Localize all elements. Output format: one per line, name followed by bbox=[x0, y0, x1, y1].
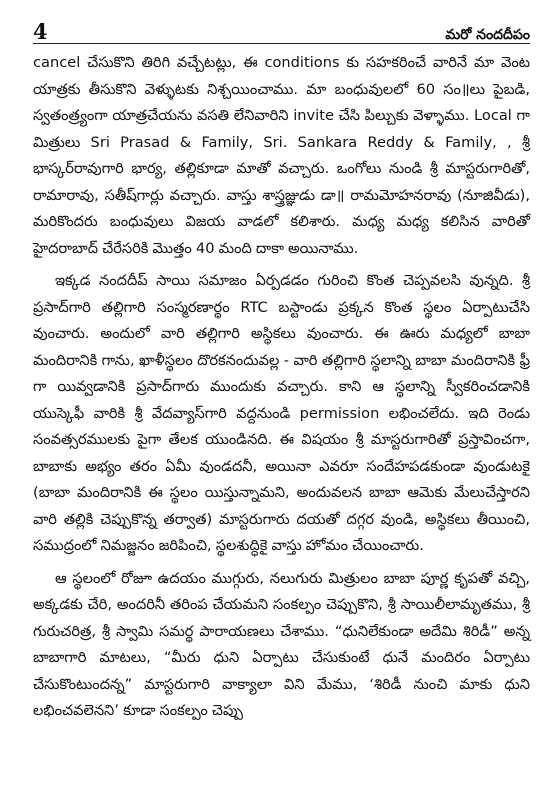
paragraph-1: cancel చేసుకొని తిరిగి వచ్చేటట్లు, ఈ conditions కు సహకరించే వారినే మా వెంట యాత్రకు తీసుకొని వెళ్ళుటకు నిశ్చయించాము. మా బంధువులలో 60 సం॥లు పైబడి, స్వతంత్ర్యంగా యాత్రచేయను వసతి లేనివారిని invite చేసి పిల్చుకు వెళ్ళాము. Local గా మిత్రులు Sri Prasad & Family, Sri. Sankara Reddy & Family, , శ్రీ భాస్కర్‌రావుగారి భార్య, తల్లికూడా మాతో వచ్చారు. ఒంగోలు నుండి శ్రీ మాస్టరుగారితో, రామారావు, సతీష్‌గార్లు వచ్చారు. వాస్తు శాస్త్రజ్ఞుడు డా॥ రామమోహనరావు (నూజివీడు), మరికొందరు బంధువులు విజయ వాడలో కలిశారు. మధ్య మధ్య కలిసిన వారితో హైదరాబాద్ చేరేసరికి మొత్తం 40 మంది దాకా అయినాము. bbox=[33, 54, 530, 257]
page-number: 4 bbox=[33, 19, 48, 44]
page-body bbox=[33, 44, 530, 725]
running-title: మరో నందదీపం bbox=[445, 27, 530, 43]
page-header bbox=[33, 0, 530, 44]
paragraph-3: ఆ స్థలంలో రోజూ ఉదయం ముగ్గురు, నలుగురు మిత్రులం బాబా పూర్ణ కృపతో వచ్చి, అక్కడకు చేరి, అందరినీ తరింప చేయమని సంకల్పం చెప్పుకొని, శ్రీ సాయిలీలామృతము, శ్రీ గురుచరిత్ర, శ్రీ స్వామి సమర్థ పారాయణలు చేశాము. “ధునిలేకుండా అదేమి శిరిడీ” అన్న బాబాగారి మాటలు, “మీరు ధుని ఏర్పాటు చేసుకుంటే ధునే మందిరం ఏర్పాటు చేసుకొంటుందన్న” మాస్టరుగారి వాక్యాలా విని మేము, ‘శిరిడీ నుంచి మాకు ధుని లభించవలెనని’ కూడా సంకల్పం చెప్పు bbox=[33, 569, 530, 719]
paragraph-2: ఇక్కడ నందదీప్ సాయి సమాజం ఏర్పడడం గురించి కొంత చెప్పవలసి వున్నది. శ్రీ ప్రసాద్‌గారి తల్లిగారి సంస్మరణార్థం RTC బస్టాండు ప్రక్కన కొంత స్థలం ఏర్పాటుచేసి వుంచారు. అందులో వారి తల్లిగారి అస్థికలు వుంచారు. ఈ ఊరు మధ్యలో బాబా మందిరానికి గాను, ఖాళీస్థలం దొరకనందువల్ల - వారి తల్లిగారి స్థలాన్ని బాబా మందిరానికి ఫ్రీ గా యివ్వడానికి ప్రసాద్‌గారు ముందుకు వచ్చారు. కాని ఆ స్థలాన్ని స్వీకరించడానికి యుస్కెఫీ వారికి శ్రీ వేదవ్యాస్‌గారి వద్దనుండి permission లభించలేదు. ఇది రెండు సంవత్సరములకు పైగా తేలక యుండినది. ఈ విషయం శ్రీ మాస్టరుగారితో ప్రస్తావించగా, బాబాకు అభ్యం తరం ఏమీ వుండదనీ, అయినా ఎవరూ సందేహపడకుండా వుండుటకై (బాబా మందిరానికి ఈ స్థలం యిస్తున్నామని, అందువలన బాబా ఆమెకు మేలుచేస్తారని వారి తల్లికి చెప్పుకొన్న తర్వాత) మాస్టరుగారు దయతో దగ్గర వుండి, అస్థికలు తీయించి, సముద్రంలో నిమజ్జనం జరిపించి, స్థలశుద్ధికై వాస్తు హోమం చేయించారు. bbox=[33, 272, 530, 554]
